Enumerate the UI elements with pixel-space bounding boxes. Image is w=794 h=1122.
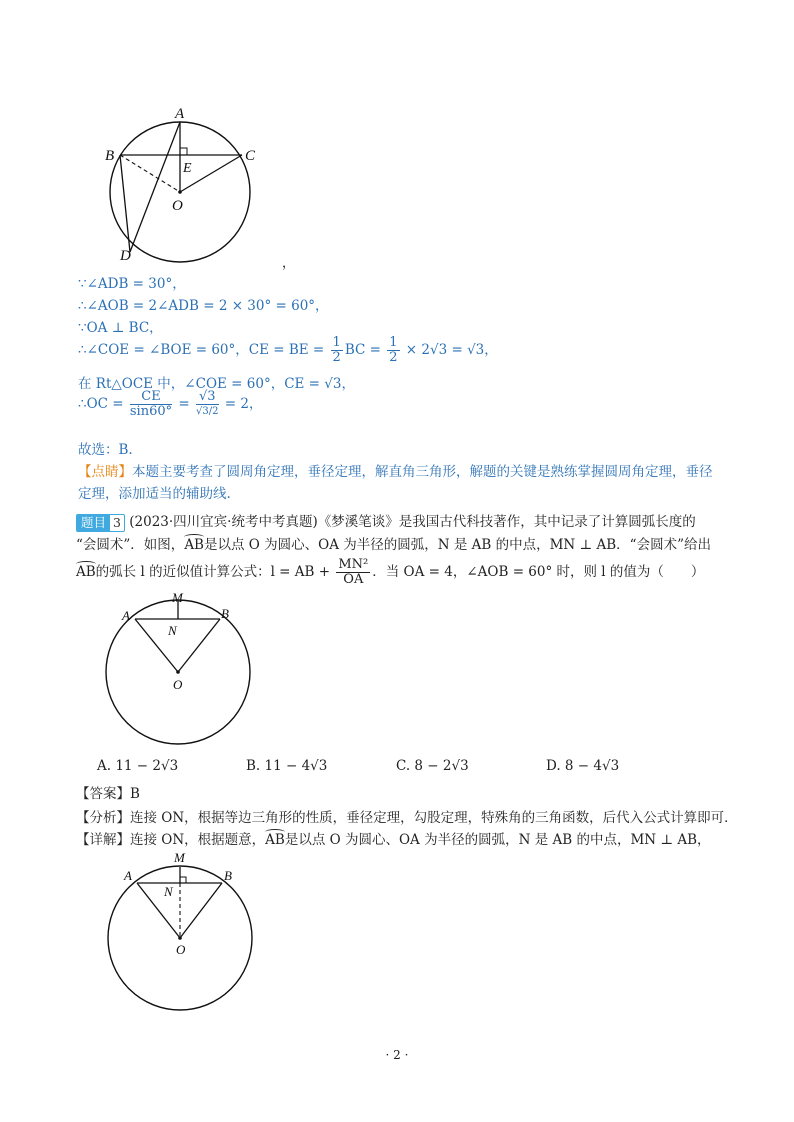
comment-text-1: 本题主要考查了圆周角定理，垂径定理，解直角三角形，解题的关键是熟练掌握圆周角定理，垂径 <box>132 464 713 480</box>
solution-line-4-prefix: ∴∠COE = ∠BOE = 60°，CE = BE = <box>78 342 329 358</box>
label-E: E <box>183 161 192 176</box>
comment-label: 【点睛】 <box>78 464 132 480</box>
solution-line-6-eq: = <box>174 396 195 412</box>
detail-label: 【详解】 <box>76 832 130 848</box>
label-B: B <box>224 868 232 883</box>
choice-b[interactable]: B. 11 − 4√3 <box>246 758 328 774</box>
label-O: O <box>173 677 183 692</box>
solution-line-6 <box>78 390 263 419</box>
label-N: N <box>164 884 173 899</box>
label-O: O <box>172 198 183 214</box>
solution-line-4-mid: BC = <box>344 342 386 358</box>
geometry-diagram-3 <box>100 850 260 1010</box>
fraction-ce-sin60: $\frac{CE}{\sin 60^\circ}$ <box>129 389 173 419</box>
fraction-half-1: $\frac{1}{2}$ <box>332 335 341 365</box>
figure-circle-amnbo-dashed <box>100 850 260 1010</box>
solution-block <box>78 272 718 502</box>
comment-line-1 <box>78 460 713 480</box>
arc-ab-2: AB <box>76 564 96 580</box>
page-number: · 2 · <box>385 1048 409 1062</box>
label-B: B <box>221 606 229 621</box>
geometry-diagram-2 <box>100 588 260 748</box>
solution-line-4 <box>78 336 498 365</box>
comment-line-2: 定理，添加适当的辅助线. <box>78 486 231 502</box>
solution-line-6-suffix: = 2， <box>220 396 263 412</box>
arc-ab-3: AB <box>265 832 285 848</box>
choice-c[interactable]: C. 8 − 2√3 <box>396 758 469 774</box>
solution-line-5: 在 Rt△OCE 中，∠COE = 60°，CE = √3， <box>78 376 355 392</box>
fraction-half-2: $\frac{1}{2}$ <box>389 335 398 365</box>
arc-ab-1: AB <box>184 537 204 553</box>
solution-line-1: ∵∠ADB = 30°， <box>78 276 186 292</box>
label-A: A <box>122 608 130 623</box>
figure-circle-amnbo <box>100 588 260 748</box>
question-tag: 题目 3 <box>76 514 125 532</box>
choice-d[interactable]: D. 8 − 4√3 <box>546 758 620 774</box>
label-M: M <box>172 590 183 605</box>
answer-line <box>76 782 140 802</box>
question3-line-3: AB的弧长 l 的近似值计算公式：l = AB + $\frac{\text{MN²}}{OA}$ ．当 OA = 4，∠AOB = 60° 时，则 l 的值为（ ） <box>76 557 705 587</box>
detail-line: 【详解】连接 ON，根据题意，AB是以点 O 为圆心、OA 为半径的圆弧，N 是 AB 的中点，MN ⊥ AB， <box>76 832 711 848</box>
solution-line-4-suffix: × 2√3 = √3， <box>401 342 498 358</box>
answer-value: B <box>130 786 140 802</box>
label-D: D <box>120 248 131 264</box>
label-A: A <box>175 106 185 122</box>
figure-circle-abcde <box>100 100 300 270</box>
fraction-root3: $\frac{√3}{√3/2}$ <box>196 389 219 417</box>
label-C: C <box>245 148 256 164</box>
question3-line-1 <box>76 510 696 532</box>
answer-label: 【答案】 <box>76 786 130 802</box>
label-M: M <box>174 850 185 865</box>
analysis-label: 【分析】 <box>76 810 130 826</box>
question3-line-2: “会圆术”．如图，AB是以点 O 为圆心、OA 为半径的圆弧，N 是 AB 的中点，MN ⊥ AB．“会圆术”给出 <box>76 537 711 553</box>
solution-line-6-prefix: ∴OC = <box>78 396 128 412</box>
label-O: O <box>176 942 186 957</box>
solution-choose: 故选：B. <box>78 442 133 458</box>
geometry-diagram-1 <box>100 100 300 270</box>
solution-line-2: ∴∠AOB = 2∠ADB = 2 × 30° = 60°， <box>78 298 329 314</box>
choice-a[interactable]: A. 11 − 2√3 <box>97 758 179 774</box>
solution-line-3: ∵OA ⊥ BC， <box>78 320 163 336</box>
analysis-text: 连接 ON，根据等边三角形的性质，垂径定理，勾股定理，特殊角的三角函数，后代入公式计算即可． <box>130 810 738 826</box>
label-A: A <box>124 868 132 883</box>
fraction-mn2-oa: $\frac{\text{MN²}}{OA}$ <box>338 557 369 587</box>
analysis-line <box>76 806 738 826</box>
label-N: N <box>168 623 177 638</box>
label-B: B <box>105 148 115 164</box>
question3-text-1: (2023·四川宜宾·统考中考真题)《梦溪笔谈》是我国古代科技著作，其中记录了计算圆弧长度的 <box>129 514 696 530</box>
figure1-trailing-comma: ， <box>282 256 296 271</box>
